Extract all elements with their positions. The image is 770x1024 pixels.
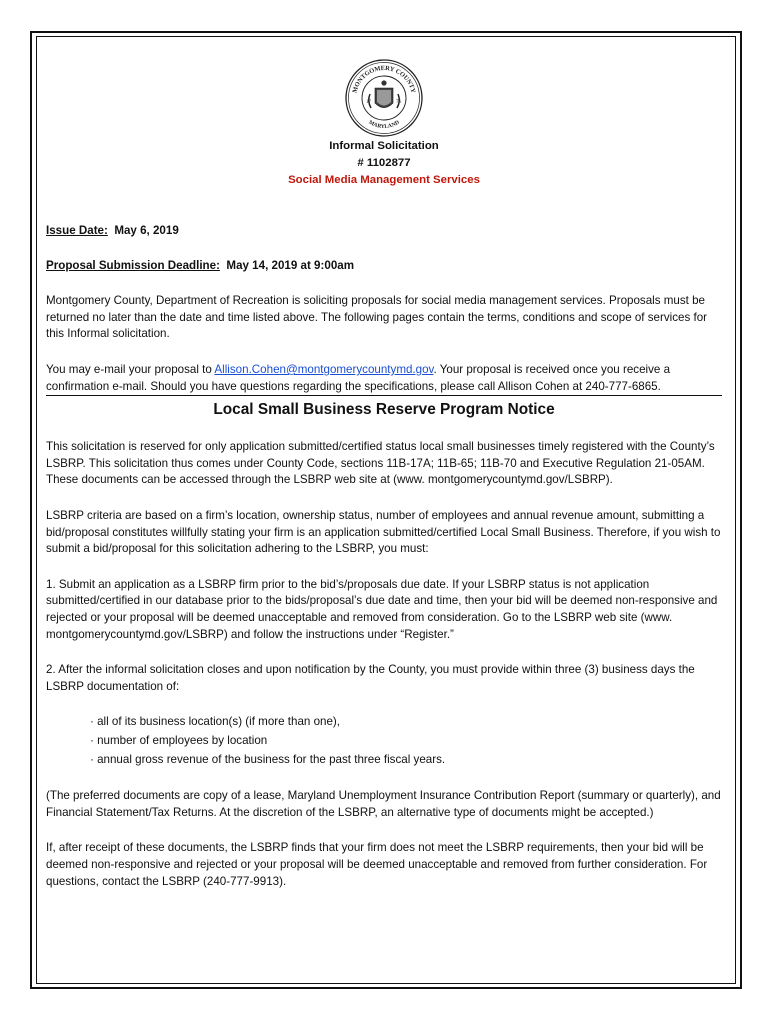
seal-year-left: 17 — [366, 100, 371, 105]
notice-paragraph-1: This solicitation is reserved for only application submitted/certified status local small businesses timely registered with the County’s LSBRP. This solicitation thus comes under County Code, sections 11B-17A; 11B-65; 11B-70 and Executive Regulation 21-05AM. These documents can be accessed through the LSBRP web site at (www. montgomerycountymd.gov/LSBRP). — [46, 440, 715, 487]
deadline-line — [46, 258, 722, 275]
issue-date-label: Issue Date: — [46, 224, 108, 237]
notice-paragraph-3: 1. Submit an application as a LSBRP firm prior to the bid’s/proposals due date. If your LSBRP status is not application submitted/certified in our database prior to the bids/proposal’s due date and time, then your bid will be deemed non-responsive and rejected or your proposal will be deemed unacceptable and removed from consideration. Go to the LSBRP web site (www. montgomerycountymd.gov/LSBRP) and follow the instructions under “Register.” — [46, 577, 718, 641]
contact-paragraph — [46, 362, 722, 395]
document-body — [46, 58, 722, 890]
seal-text-bottom: MARYLAND — [367, 119, 401, 131]
notice-paragraph-2: LSBRP criteria are based on a firm’s location, ownership status, number of employees and annual revenue amount, submitting a bid/proposal constitutes willfully stating your firm is an application submitted/certified Local Small Business. Therefore, if you wish to submit a bid/proposal for this solicitation adhering to the LSBRP, you must: — [46, 508, 721, 556]
documentation-list — [46, 712, 722, 769]
solicitation-header — [46, 138, 722, 189]
contact-email-link[interactable]: Allison.Cohen@montgomerycountymd.gov — [214, 362, 434, 376]
intro-paragraph: Montgomery County, Department of Recreation is soliciting proposals for social media management services. Proposals must be returned no later than the date and time listed above. The following pages contain the terms, conditions and scope of services for this Informal solicitation. — [46, 294, 708, 341]
svg-text:MARYLAND — [367, 120, 400, 130]
list-item: · all of its business location(s) (if more than one), — [90, 715, 341, 729]
issue-date-line — [46, 223, 722, 240]
notice-paragraph-5: (The preferred documents are copy of a lease, Maryland Unemployment Insurance Contribution Report (summary or quarterly), and Financial Statement/Tax Returns. At the discretion of the LSBRP, an alternative type of documents might be accepted.) — [46, 789, 721, 819]
county-seal-logo — [344, 58, 424, 138]
notice-paragraph-6: If, after receipt of these documents, the LSBRP finds that your firm does not meet the LSBRP requirements, then your bid will be deemed non-responsive and rejected or your proposal will be deemed unacceptable and removed from further consideration. For questions, contact the LSBRP (240-777-9913). — [46, 841, 708, 888]
seal-year-right: 76 — [396, 100, 401, 105]
notice-title: Local Small Business Reserve Program Notice — [213, 401, 555, 419]
list-item: · number of employees by location — [90, 734, 268, 748]
solicitation-title: Informal Solicitation — [329, 140, 439, 152]
issue-date-value: May 6, 2019 — [114, 224, 179, 237]
solicitation-number: # 1102877 — [357, 157, 411, 169]
seal-text-top: MONTGOMERY COUNTY — [351, 64, 417, 94]
solicitation-subtitle: Social Media Management Services — [288, 174, 480, 186]
notice-paragraph-4: 2. After the informal solicitation closes and upon notification by the County, you must provide within three (3) business days the LSBRP documentation of: — [46, 663, 695, 693]
deadline-label: Proposal Submission Deadline: — [46, 258, 220, 272]
contact-text-after: . Your proposal is received once you receive a confirmation e-mail. Should you have questions regarding the specifications, please call Allison Cohen at 240-777-6865. — [46, 362, 671, 393]
section-divider — [46, 395, 722, 396]
deadline-value: May 14, 2019 at 9:00am — [226, 258, 355, 272]
contact-text-before: You may e-mail your proposal to — [46, 362, 215, 376]
list-item: · annual gross revenue of the business for the past three fiscal years. — [90, 753, 446, 767]
